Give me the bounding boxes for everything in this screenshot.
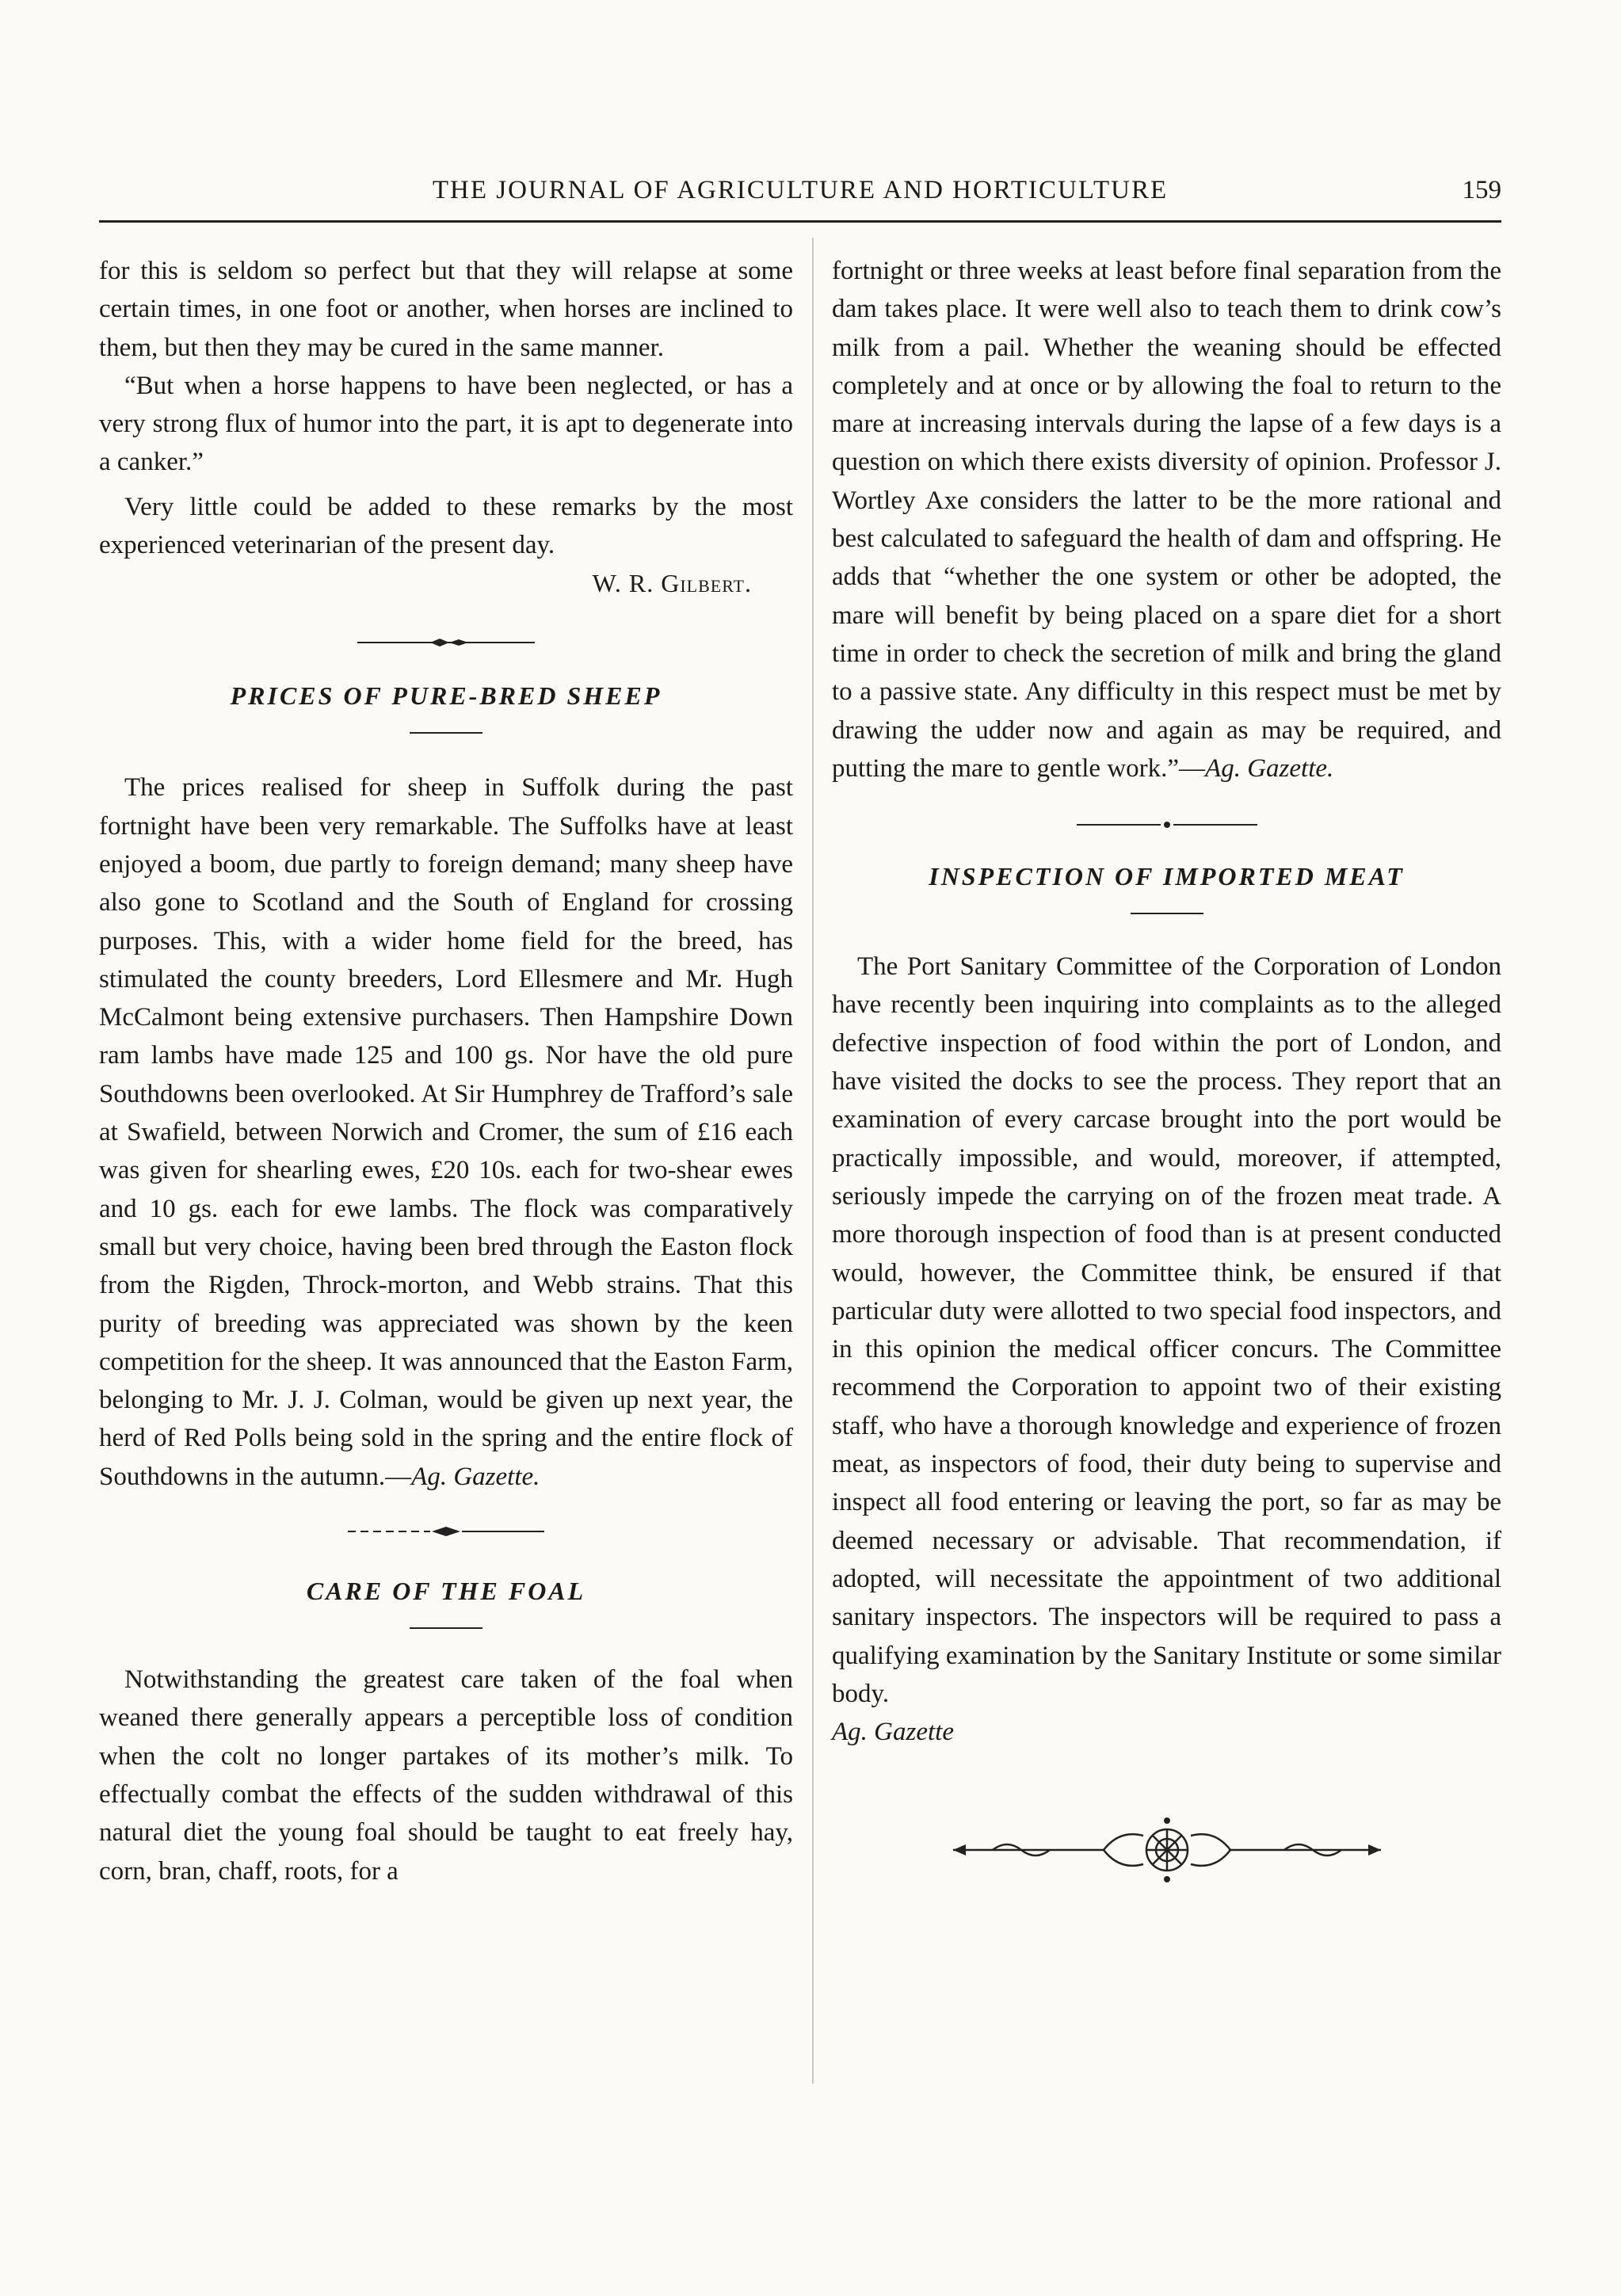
article-title-meat: INSPECTION OF IMPORTED MEAT (929, 862, 1405, 891)
section-divider-ornament (343, 1520, 549, 1543)
quote-paragraph: “But when a horse happens to have been neglected, or has a very strong flux of humor into the part, it is apt to degenerate into a canker.” (99, 371, 793, 477)
tailpiece-ornament-icon (945, 1814, 1389, 1886)
source-sheep: Ag. Gazette. (411, 1462, 540, 1491)
article-title-sheep: PRICES OF PURE-BRED SHEEP (230, 681, 662, 711)
page-number: 159 (1462, 176, 1501, 204)
title-rule (410, 732, 482, 734)
column-rule (812, 238, 814, 2084)
article-body-sheep: The prices realised for sheep in Suffolk during the past fortnight have been very remarkable. The Suffolks have at least enjoyed a boom, due partly to foreign demand; many sheep have also gone to Scotland and the South of England for crossing purposes. This, with a wider home field for the breed, has stimulated the county breeders, Lord Ellesmere and Mr. Hugh McCalmont being extensive purchasers. Then Hampshire Down ram lambs have made 125 and 100 gs. Nor have the old pure Southdowns been overlooked. At Sir Humphrey de Trafford’s sale at Swafield, between Norwich and Cromer, the sum of £16 each was given for shearling ewes, £20 10s. each for two-shear ewes and 10 gs. each for ewe lambs. The flock was comparatively small but very choice, having been bred through the Easton flock from the Rigden, Throck-morton, and Webb strains. That this purity of breeding was appreciated was shown by the keen competition for the sheep. It was announced that the Easton Farm, belonging to Mr. J. J. Colman, would be given up next year, the herd of Red Polls being sold in the spring and the entire flock of Southdowns in the autumn.—Ag. Gazette. (99, 773, 793, 1491)
signature (99, 564, 793, 602)
left-column (99, 252, 793, 1890)
right-column (832, 252, 1501, 1886)
closing-paragraph: Very little could be added to these remarks by the most experienced veterinarian of the present day. (99, 492, 793, 560)
continued-paragraph: for this is seldom so perfect but that they will relapse at some certain times, in one foot or another, when horses are inclined to them, but then they may be cured in the same manner. (99, 257, 793, 362)
foal-continued: fortnight or three weeks at least before final separation from the dam takes place. It were well also to teach them to drink cow’s milk from a pail. Whether the weaning should be effected completely and at once or by allowing the foal to return to the mare at increasing intervals during the lapse of a few days is a question on which there exists diversity of opinion. Professor J. Wortley Axe considers the latter to be the more rational and best calculated to safeguard the health of dam and offspring. He adds that “whether the one system or other be adopted, the mare will benefit by being placed on a spare diet for a short time in order to check the secretion of milk and bring the gland to a passive state. Any difficulty in this respect must be met by drawing the udder now and again as may be required, and putting the mare to gentle work.”—Ag. Gazette. (832, 257, 1501, 783)
section-divider-ornament (351, 631, 541, 654)
article-body-foal: Notwithstanding the greatest care taken of the foal when weaned there generally appears a perceptible loss of condition when the colt no longer partakes of its mother’s milk. To effectually combat the effects of the sudden withdrawal of this natural diet the young foal should be taught to eat freely hay, corn, bran, chaff, roots, for a (99, 1665, 793, 1886)
title-rule (410, 1627, 482, 1629)
running-title: THE JOURNAL OF AGRICULTURE AND HORTICULTURE (432, 176, 1169, 204)
title-rule (1131, 913, 1203, 914)
article-title-foal: CARE OF THE FOAL (306, 1577, 586, 1606)
source-foal: Ag. Gazette. (1205, 753, 1334, 783)
running-header (99, 173, 1501, 223)
source-meat-line (832, 1713, 1501, 1751)
source-meat: Ag. Gazette (832, 1718, 954, 1747)
section-divider-ornament (1072, 813, 1262, 837)
article-body-meat: The Port Sanitary Committee of the Corporation of London have recently been inquiring into complaints as to the alleged defective inspection of food within the port of London, and have visited the docks to see the process. They report that an examination of every carcase brought into the port would be practically impossible, and would, moreover, if attempted, seriously impede the carrying on of the frozen meat trade. A more thorough inspection of food than is at present conducted would, however, the Committee think, be ensured if that particular duty were allotted to two special food inspectors, and in this opinion the medical officer concurs. The Committee recommend the Corporation to appoint two of their existing staff, who have a thorough knowledge and experience of frozen meat, as inspectors of food, their duty being to supervise and inspect all food entering or leaving the port, so far as may be deemed necessary or advisable. That recommendation, if adopted, will necessitate the appointment of two additional sanitary inspectors. The inspectors will be required to pass a qualifying examination by the Sanitary Institute or some similar body. (832, 952, 1501, 1708)
signature-name: Gilbert. (661, 569, 752, 598)
signature-initials: W. R. (592, 569, 654, 598)
